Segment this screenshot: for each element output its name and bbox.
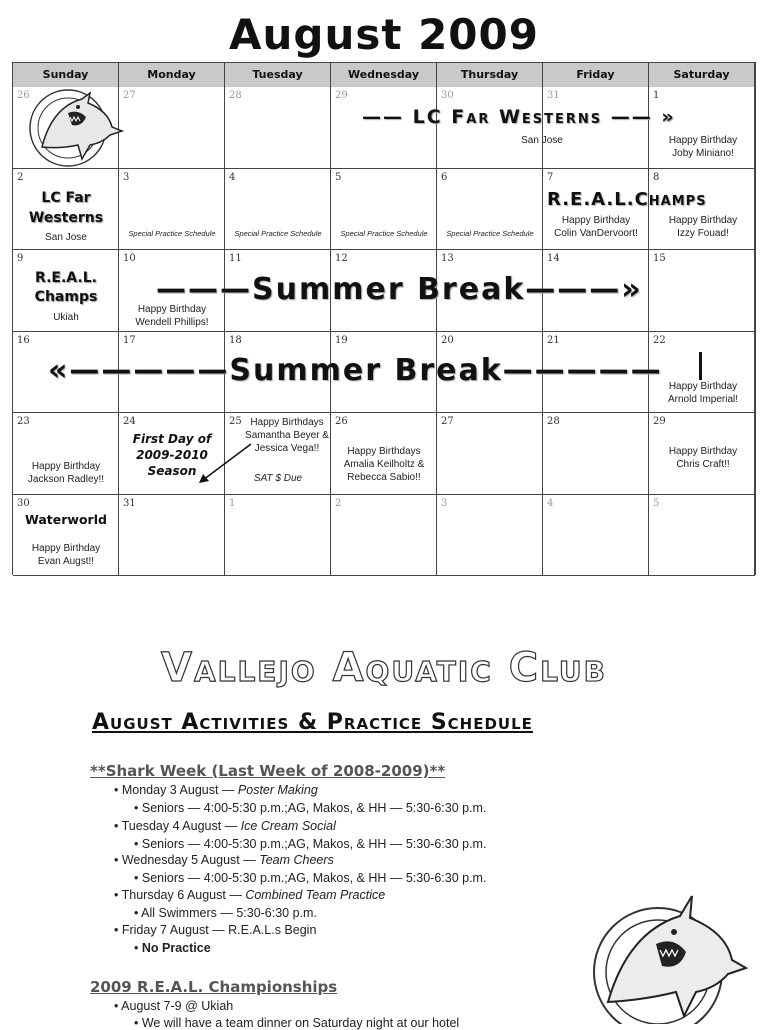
schedule-item: • Monday 3 August — Poster Making [114,783,318,797]
first-day-event: First Day of 2009-2010 Season [132,432,212,478]
day-number: 25 [229,416,242,427]
day-number: 9 [17,253,24,264]
schedule-item: • Thursday 6 August — Combined Team Practice [114,888,386,902]
day-number: 6 [441,171,448,183]
schedule-subitem: • All Swimmers — 5:30-6:30 p.m. [134,906,317,920]
waterworld-event: Waterworld [25,512,107,527]
shark-logo-icon [12,87,124,169]
weekday-monday: Monday [119,63,225,87]
schedule-item: • Tuesday 4 August — Ice Cream Social [114,819,336,833]
special-practice-note: Special Practice Schedule [128,229,216,238]
sat-due-note: SAT $ Due [253,473,303,484]
day-number: 4 [547,497,554,509]
schedule-subitem: • No Practice [134,941,211,955]
event-location: San Jose [521,135,563,146]
day-number: 2 [17,171,24,183]
birthday-note: Happy Birthday Joby Miniano! [668,135,738,159]
shark-logo-icon [568,892,748,1024]
summer-break-banner: ———Summer Break———» [156,272,643,307]
day-cell[interactable] [119,495,225,577]
day-number: 20 [441,334,454,346]
birthday-note: Happy Birthday Evan Augst!! [31,543,101,567]
schedule-item: • Wednesday 5 August — Team Cheers [114,853,334,867]
day-number: 10 [123,253,136,264]
day-number: 13 [441,253,454,264]
schedule-subitem: • Seniors — 4:00-5:30 p.m.;AG, Makos, & HH — 5:30-6:30 p.m. [134,837,487,851]
day-number: 12 [335,253,348,264]
day-number: 31 [123,497,136,509]
birthday-note: Happy Birthday Chris Craft!! [668,446,738,470]
club-name: Vallejo Aquatic Club [161,645,607,691]
day-number: 3 [123,171,130,183]
day-number: 21 [547,334,560,346]
real-champs-event: R.E.A.L. Champs [34,270,98,305]
event-location: San Jose [45,232,87,243]
schedule-subitem: • We will have a team dinner on Saturday night at our hotel [134,1016,460,1030]
day-number: 8 [653,171,660,183]
schedule-subitem: • Seniors — 4:00-5:30 p.m.;AG, Makos, & HH — 5:30-6:30 p.m. [134,871,487,885]
day-cell[interactable] [119,87,225,169]
weekday-tuesday: Tuesday [225,63,331,87]
special-practice-note: Special Practice Schedule [340,229,428,238]
day-number: 22 [653,334,666,346]
day-cell[interactable] [543,495,649,577]
weekday-saturday: Saturday [649,63,755,87]
day-cell[interactable] [225,495,331,577]
birthday-note: Happy Birthdays Samantha Beyer & Jessica Vega!! [245,417,329,454]
day-number: 30 [17,497,30,509]
special-practice-note: Special Practice Schedule [446,229,534,238]
birthday-note: Happy Birthday Izzy Fouad! [668,215,738,239]
schedule-item: • August 7-9 @ Ukiah [114,999,234,1013]
event-location: Ukiah [53,312,79,323]
real-champs-heading: 2009 R.E.A.L. Championships [90,978,338,996]
real-champs-banner: R.E.A.L.Champs [547,189,707,210]
birthday-note: Happy Birthday Arnold Imperial! [667,381,739,405]
day-number: 28 [229,90,242,101]
day-number: 11 [229,253,242,264]
day-cell[interactable] [225,87,331,169]
day-number: 5 [653,497,660,509]
day-number: 28 [547,416,560,427]
schedule-item: • Friday 7 August — R.E.A.L.s Begin [114,923,317,937]
birthday-note: Happy Birthday Wendell Phillips! [135,304,209,328]
arrow-icon [195,440,255,486]
day-number: 30 [441,90,454,101]
day-cell[interactable] [437,495,543,577]
day-number: 1 [229,497,236,509]
weekday-friday: Friday [543,63,649,87]
lc-far-westerns-banner: —— LC Far Westerns —— » [362,106,676,128]
day-cell[interactable] [543,413,649,495]
day-number: 16 [17,334,30,346]
weekday-thursday: Thursday [437,63,543,87]
day-number: 7 [547,171,554,183]
schedule-subitem: • Seniors — 4:00-5:30 p.m.;AG, Makos, & HH — 5:30-6:30 p.m. [134,801,487,815]
day-number: 27 [123,90,136,101]
day-number: 26 [335,416,348,427]
day-cell[interactable] [331,495,437,577]
day-number: 27 [441,416,454,427]
day-number: 17 [123,334,136,346]
day-number: 5 [335,171,342,183]
weekday-sunday: Sunday [13,63,119,87]
day-number: 1 [653,90,660,101]
lc-far-westerns-event: LC Far Westerns [28,190,104,226]
weekday-header [13,63,755,88]
birthday-note: Happy Birthdays Amalia Keilholtz & Rebecca Sabio!! [343,446,425,483]
day-number: 18 [229,334,242,346]
day-number: 29 [335,90,348,101]
day-number: 19 [335,334,348,346]
day-number: 2 [335,497,342,509]
day-cell[interactable] [649,250,755,332]
day-number: 31 [547,90,560,101]
day-number: 24 [123,416,136,427]
weekday-wednesday: Wednesday [331,63,437,87]
summer-break-banner: «—————Summer Break————— [48,353,663,388]
day-number: 3 [441,497,448,509]
day-cell[interactable] [437,413,543,495]
calendar-title: August 2009 [229,10,539,59]
break-end-marker [699,352,702,380]
schedule-title: August Activities & Practice Schedule [92,710,533,735]
day-number: 15 [653,253,666,264]
day-number: 29 [653,416,666,427]
day-number: 14 [547,253,560,264]
birthday-note: Happy Birthday Colin VanDervoort! [554,215,638,239]
day-number: 26 [17,90,30,101]
shark-week-heading: **Shark Week (Last Week of 2008-2009)** [90,762,446,780]
day-cell[interactable] [649,495,755,577]
birthday-note: Happy Birthday Jackson Radley!! [27,461,105,485]
day-number: 4 [229,171,236,183]
day-number: 23 [17,416,30,427]
special-practice-note: Special Practice Schedule [234,229,322,238]
